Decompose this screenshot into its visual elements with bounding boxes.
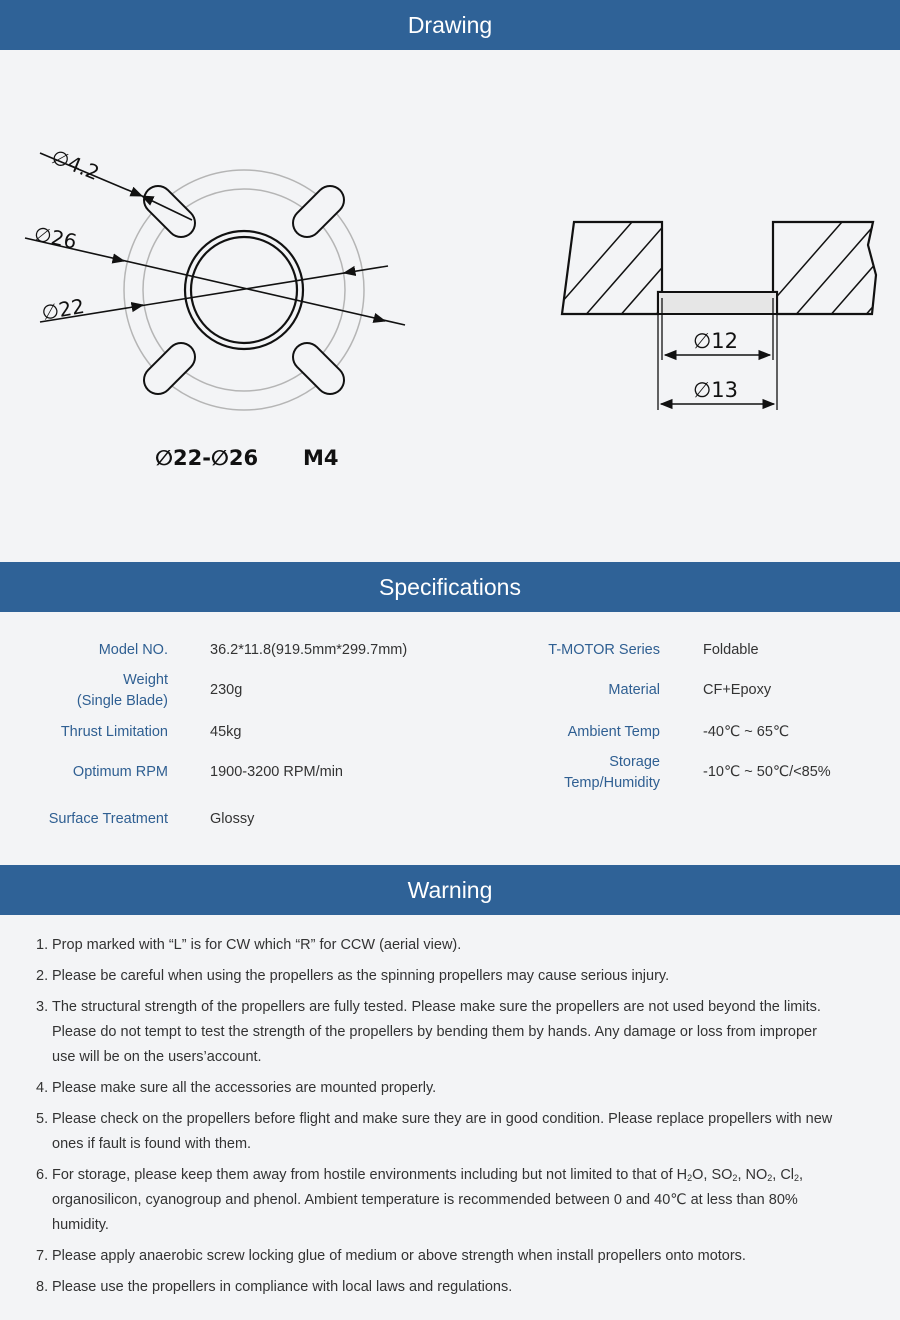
warning-item: [36, 1244, 836, 1269]
spec-label-storage: Storage: [609, 754, 660, 770]
warning-number: 7.: [36, 1248, 49, 1264]
subscript: 2: [732, 1173, 738, 1183]
screw-label: M4: [303, 446, 339, 470]
spec-value-surface: Glossy: [210, 811, 255, 827]
specs-title: Specifications: [379, 574, 521, 600]
warning-item: [36, 995, 836, 1070]
subscript: 2: [794, 1173, 800, 1183]
warning-text: The structural strength of the propellers are fully tested. Please make sure the propellers are not used beyond the limits. Please do not tempt to test the strength of the propellers by bending them by hands. Any damage or loss from improper use will be on the users’account.: [52, 999, 821, 1065]
spec-value-weight: 230g: [210, 682, 243, 698]
spec-value-rpm: 1900-3200 RPM/min: [210, 764, 343, 780]
warning-number: 3.: [36, 999, 49, 1015]
warning-text: Please check on the propellers before flight and make sure they are in good condition. Please replace propellers with new ones if fault is found with them.: [52, 1111, 833, 1152]
warning-area: [0, 915, 900, 1320]
spec-value-material: CF+Epoxy: [703, 682, 772, 698]
specs-table: [0, 612, 900, 865]
spec-label-weight-sub: (Single Blade): [76, 693, 168, 709]
spec-label-surface: Surface Treatment: [48, 811, 168, 827]
center-bore-outer: [185, 231, 303, 349]
hub-pattern-view: [25, 144, 405, 470]
technical-drawing: [0, 50, 900, 562]
drawing-area: [0, 50, 900, 562]
drawing-title: Drawing: [407, 12, 493, 38]
warning-list: [36, 933, 836, 1306]
center-bore-inner: [191, 237, 297, 343]
warning-text-part: O, SO: [692, 1167, 733, 1183]
warning-item: [36, 933, 836, 958]
warning-item: [36, 1076, 836, 1101]
warning-item: [36, 1163, 836, 1238]
hole-diameter-label: ∅4.2: [48, 144, 103, 186]
hub-section-view: [520, 190, 900, 410]
drawing-section-header: [0, 0, 900, 50]
spec-label-series: T-MOTOR Series: [548, 642, 660, 658]
spec-label-ambient: Ambient Temp: [567, 724, 660, 740]
warning-number: 8.: [36, 1279, 49, 1295]
spec-label-material: Material: [608, 682, 660, 698]
pcd-26-label: ∅26: [31, 221, 79, 254]
warning-number: 6.: [36, 1167, 49, 1183]
spec-value-storage: -10℃ ~ 50℃/<85%: [703, 764, 831, 780]
warning-text: Please apply anaerobic screw locking glue of medium or above strength when install propellers onto motors.: [52, 1248, 746, 1264]
warning-number: 2.: [36, 968, 49, 984]
warning-number: 4.: [36, 1080, 49, 1096]
warning-number: 1.: [36, 937, 49, 953]
warning-text: Please make sure all the accessories are mounted properly.: [52, 1080, 437, 1096]
warning-number: 5.: [36, 1111, 49, 1127]
spec-value-thrust: 45kg: [210, 724, 242, 740]
warning-item: [36, 1275, 836, 1300]
spec-label-model: Model NO.: [98, 642, 168, 658]
warning-text: Please use the propellers in compliance with local laws and regulations.: [52, 1279, 513, 1295]
spec-label-thrust: Thrust Limitation: [60, 724, 168, 740]
warning-text: Prop marked with “L” is for CW which “R” for CCW (aerial view).: [52, 937, 462, 953]
warning-title: Warning: [407, 877, 493, 903]
warning-text: Please be careful when using the propellers as the spinning propellers may cause serious injury.: [52, 968, 670, 984]
warning-text-part: , Cl: [772, 1167, 795, 1183]
pattern-label: ∅22-∅26: [155, 446, 259, 470]
warning-text-part: For storage, please keep them away from hostile environments including but not limited to that of H: [52, 1167, 688, 1183]
bore-13-label: ∅13: [693, 378, 739, 402]
specs-section-header: [0, 562, 900, 612]
spec-value-series: Foldable: [703, 642, 759, 658]
warning-text-part: , NO: [737, 1167, 768, 1183]
warning-text-part: , organosilicon, cyanogroup and phenol. Ambient temperature is recommended between 0 and 40℃ at less than 80% humidity.: [52, 1167, 804, 1233]
subscript: 2: [767, 1173, 773, 1183]
warning-section-header: [0, 865, 900, 915]
spec-label-storage-sub: Temp/Humidity: [564, 775, 660, 791]
spec-label-weight: Weight: [123, 672, 168, 688]
subscript: 2: [687, 1173, 693, 1183]
warning-item: [36, 1107, 836, 1157]
spec-value-model: 36.2*11.8(919.5mm*299.7mm): [210, 642, 408, 658]
pcd-22-label: ∅22: [39, 293, 87, 325]
spec-label-rpm: Optimum RPM: [72, 764, 168, 780]
warning-item: [36, 964, 836, 989]
spec-value-ambient: -40℃ ~ 65℃: [703, 724, 790, 740]
bore-12-label: ∅12: [693, 329, 739, 353]
warning-text: [52, 1163, 836, 1238]
